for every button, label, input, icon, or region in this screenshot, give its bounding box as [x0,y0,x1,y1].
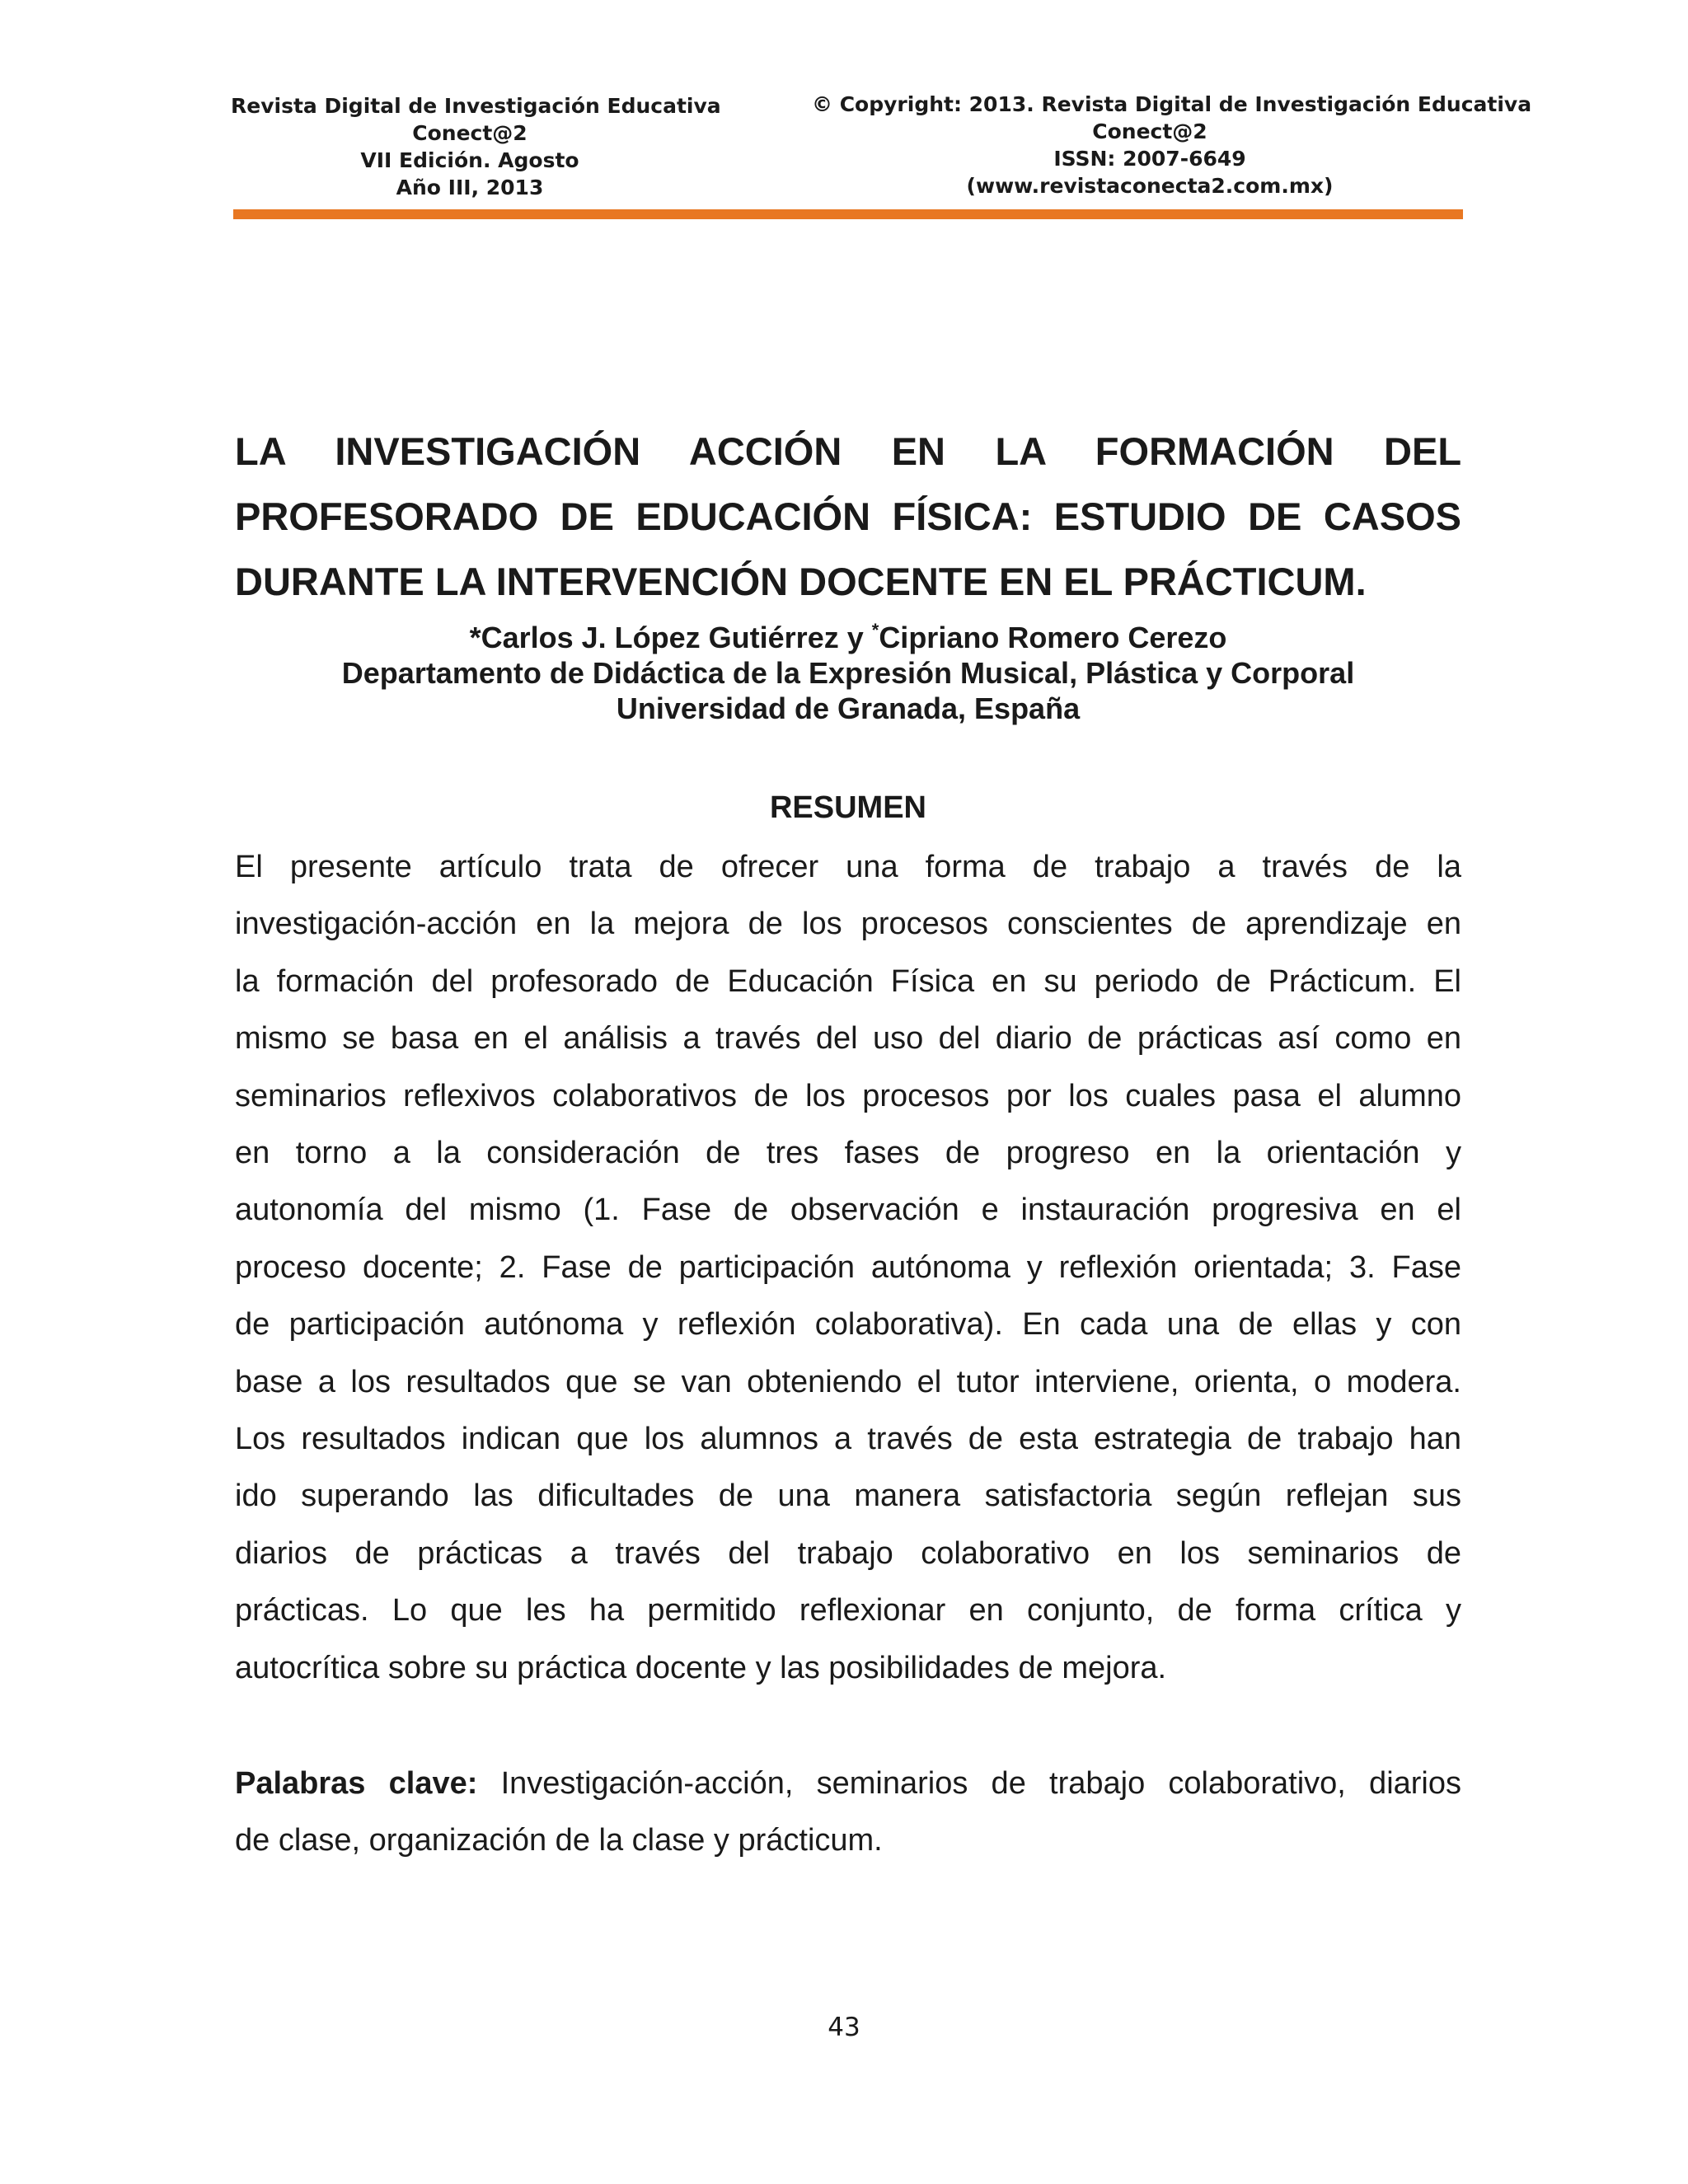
journal-header-right [812,91,1532,199]
title-line-2: PROFESORADO DE EDUCACIÓN FÍSICA: ESTUDIO DE CASOS [235,494,1461,538]
abstract-line: en torno a la consideración de tres fases de progreso en la orientación y [235,1136,1461,1171]
author-names: *Carlos J. López Gutiérrez y *Cipriano Romero Cerezo [469,620,1227,654]
issn: ISSN: 2007-6649 [1053,147,1246,171]
abstract-line: proceso docente; 2. Fase de participación autónoma y reflexión orientada; 3. Fase [235,1249,1461,1285]
abstract-line: seminarios reflexivos colaborativos de los procesos por los cuales pasa el alumno [235,1078,1461,1113]
article-title [235,419,1461,614]
abstract-line: Los resultados indican que los alumnos a través de esta estrategia de trabajo han [235,1422,1461,1457]
copyright-journal: Conect@2 [1092,120,1207,143]
abstract-heading: RESUMEN [769,790,927,825]
abstract-line: autonomía del mismo (1. Fase de observación e instauración progresiva en el [235,1193,1461,1228]
abstract-line: mismo se basa en el análisis a través del uso del diario de prácticas así como en [235,1021,1461,1057]
header-divider [233,209,1463,219]
journal-short-name: Conect@2 [412,121,528,145]
author-block [235,620,1461,726]
abstract-line: El presente artículo trata de ofrecer una forma de trabajo a través de la [235,850,1461,884]
author-university: Universidad de Granada, España [616,691,1081,725]
abstract-line: la formación del profesorado de Educación Física en su periodo de Prácticum. El [235,963,1461,999]
abstract-body [235,839,1461,1697]
page-number: 43 [828,2013,860,2042]
abstract-line: prácticas. Lo que les ha permitido reflexionar en conjunto, de forma crítica y [235,1593,1461,1629]
journal-name: Revista Digital de Investigación Educativa [231,94,721,118]
title-line-1: LA INVESTIGACIÓN ACCIÓN EN LA FORMACIÓN DEL [235,429,1462,473]
keywords-line-2: de clase, organización de la clase y prácticum. [235,1823,883,1858]
journal-header-left [231,92,721,201]
abstract-line: autocrítica sobre su práctica docente y las posibilidades de mejora. [235,1650,1167,1685]
copyright-line: © Copyright: 2013. Revista Digital de Investigación Educativa [812,92,1532,116]
keywords-block [235,1755,1461,1869]
abstract-line: diarios de prácticas a través del trabajo colaborativo en los seminarios de [235,1535,1461,1571]
keywords-label: Palabras clave: [235,1766,478,1801]
abstract-line: ido superando las dificultades de una manera satisfactoria según reflejan sus [235,1479,1461,1514]
abstract-line: investigación-acción en la mejora de los procesos conscientes de aprendizaje en [235,907,1461,942]
abstract-line: de participación autónoma y reflexión colaborativa). En cada una de ellas y con [235,1307,1461,1343]
abstract-line: base a los resultados que se van obteniendo el tutor interviene, orienta, o modera. [235,1364,1461,1399]
author-department: Departamento de Didáctica de la Expresión Musical, Plástica y Corporal [341,656,1355,690]
keywords-line-1: Palabras clave: Investigación-acción, seminarios de trabajo colaborativo, diarios [235,1766,1461,1801]
journal-url: (www.revistaconecta2.com.mx) [966,174,1334,198]
journal-year: Año III, 2013 [396,176,544,199]
journal-edition: VII Edición. Agosto [360,148,579,172]
title-line-3: DURANTE LA INTERVENCIÓN DOCENTE EN EL PRÁCTICUM. [235,560,1367,603]
